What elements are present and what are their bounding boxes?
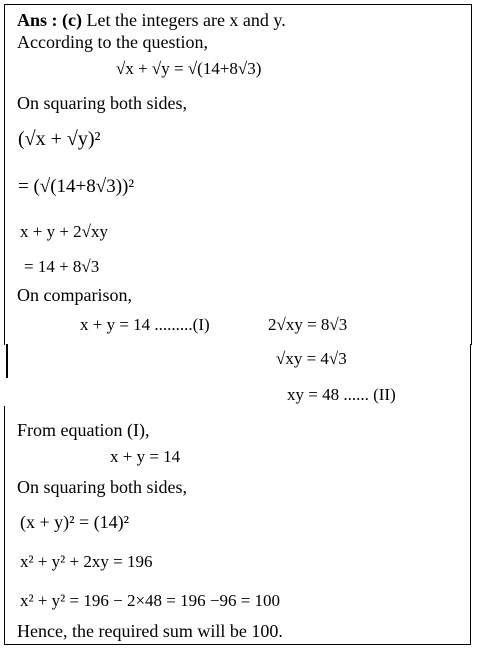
squaring-text-1: On squaring both sides, [17, 93, 187, 113]
equation-1: √x + √y = √(14+8√3) [116, 59, 262, 78]
equation-8: √xy = 4√3 [276, 349, 347, 368]
equation-11: (x + y)² = (14)² [20, 512, 130, 532]
equation-5: = 14 + 8√3 [24, 257, 100, 276]
equation-3: = (√(14+8√3))² [18, 176, 135, 197]
equation-13: x² + y² = 196 − 2×48 = 196 −96 = 100 [20, 591, 281, 610]
equation-7: 2√xy = 8√3 [268, 315, 348, 334]
equation-2: (√x + √y)² [18, 128, 101, 150]
comparison-text: On comparison, [17, 285, 132, 305]
according-text: According to the question, [17, 32, 208, 52]
equation-4: x + y + 2√xy [20, 222, 109, 241]
answer-line [17, 9, 286, 31]
equation-12: x² + y² + 2xy = 196 [20, 552, 153, 571]
intro-text: Let the integers are x and y. [86, 10, 286, 30]
equation-9: xy = 48 ...... (II) [287, 385, 396, 404]
equation-6: x + y = 14 .........(I) [80, 315, 210, 334]
solution-box-left-stub [6, 344, 8, 378]
from-equation-text: From equation (I), [17, 420, 150, 440]
equation-10: x + y = 14 [110, 447, 181, 466]
solution-box-left-border [4, 406, 5, 645]
conclusion-text: Hence, the required sum will be 100. [17, 621, 283, 641]
squaring-text-2: On squaring both sides, [17, 477, 187, 497]
answer-label: Ans : (c) [17, 10, 82, 30]
